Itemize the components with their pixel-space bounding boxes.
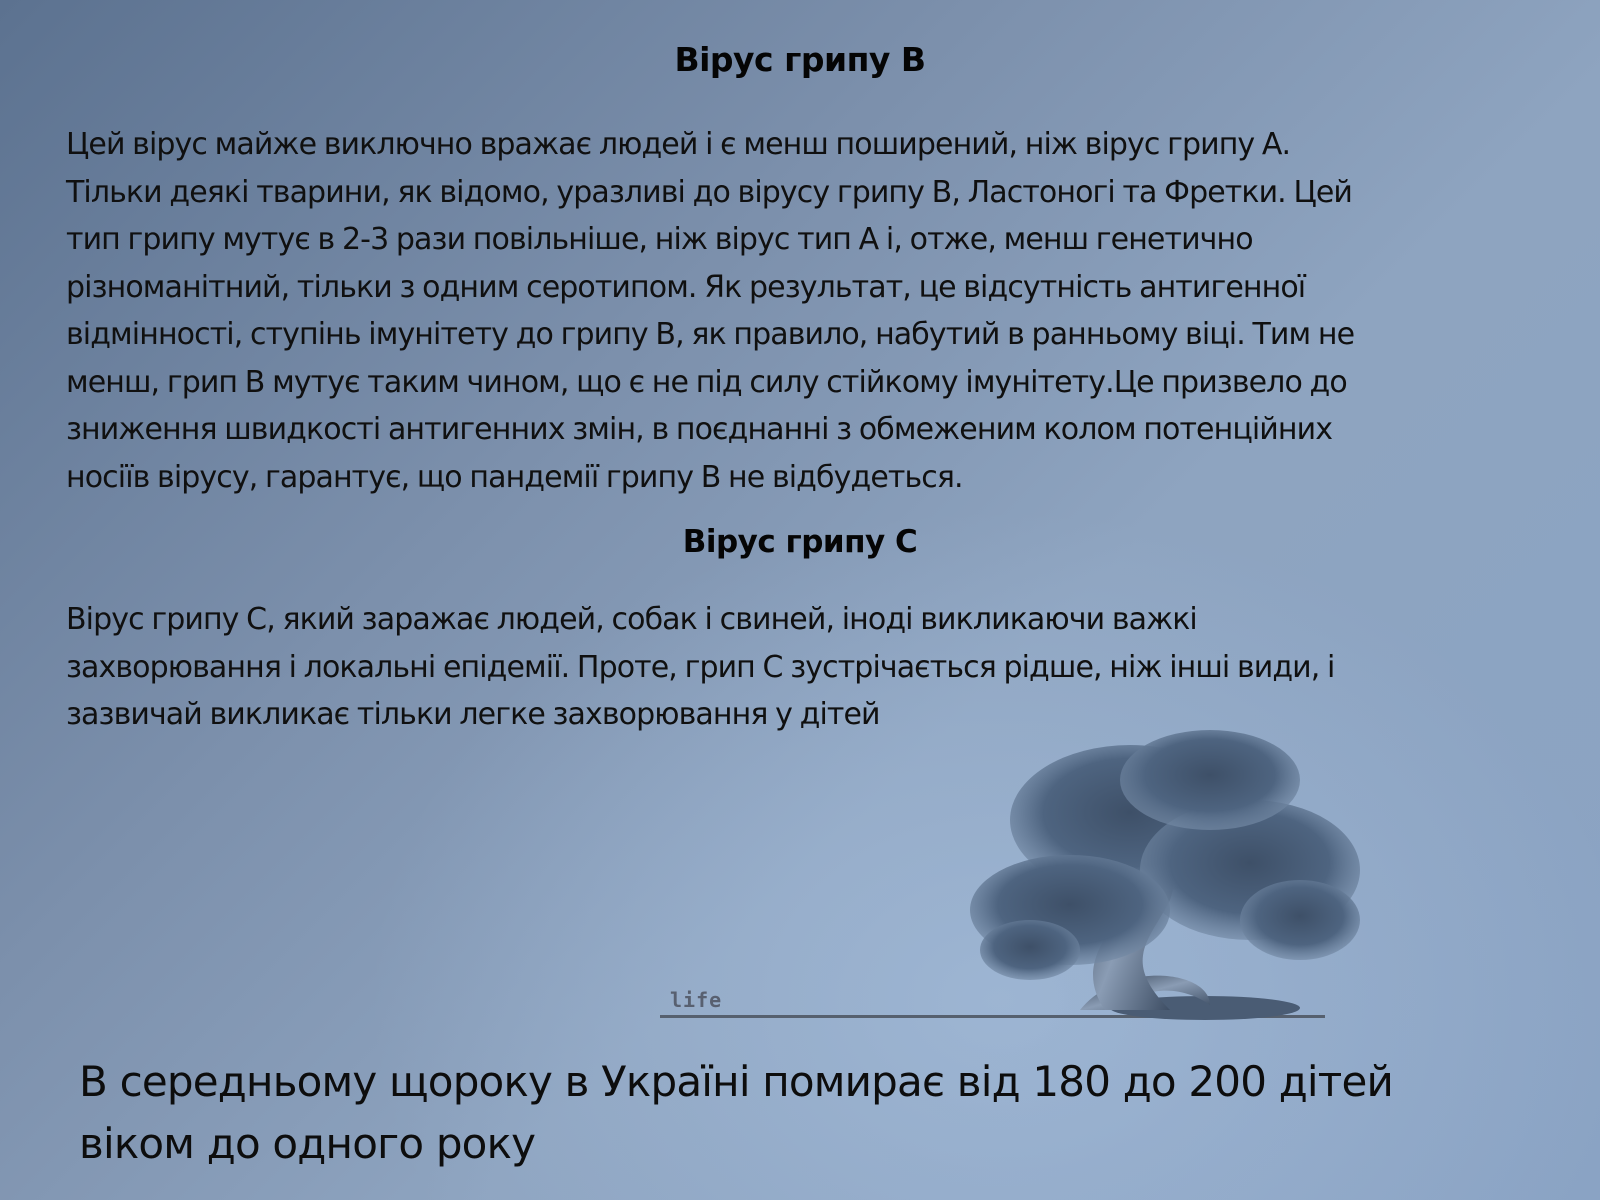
section-c-paragraph xyxy=(66,596,1335,739)
paragraph-line: відмінності, ступінь імунітету до грипу В, як правило, набутий в ранньому віці. Тим не xyxy=(66,317,1355,352)
paragraph-line: захворювання і локальні епідемії. Проте, грип С зустрічається рідше, ніж інші види, і xyxy=(66,649,1335,685)
paragraph-line: тип грипу мутує в 2-3 рази повільніше, ніж вірус тип А і, отже, менш генетично xyxy=(66,222,1253,257)
footer-line: віком до одного року xyxy=(79,1119,536,1168)
bonsai-illustration xyxy=(650,720,1360,1020)
paragraph-line: Цей вірус майже виключно вражає людей і є менш поширений, ніж вірус грипу А. xyxy=(66,127,1291,162)
section-c-title: Вірус грипу С xyxy=(682,524,918,560)
footer-line: В середньому щороку в Україні помирає від 180 до 200 дітей xyxy=(79,1057,1394,1106)
paragraph-line: зазвичай викликає тільки легке захворювання у дітей xyxy=(66,697,880,732)
foliage-cluster xyxy=(1120,730,1300,830)
paragraph-line: зниження швидкості антигенних змін, в поєднанні з обмеженим колом потенційних xyxy=(66,412,1333,447)
paragraph-line: Вірус грипу С, який заражає людей, собак і свиней, іноді викликаючи важкі xyxy=(66,602,1197,637)
paragraph-line: різноманітний, тільки з одним серотипом. Як результат, це відсутність антигенної xyxy=(66,269,1306,305)
illustration-caption: life xyxy=(670,988,723,1012)
footer-statement xyxy=(79,1051,1393,1175)
paragraph-line: носіїв вірусу, гарантує, що пандемії грипу В не відбудеться. xyxy=(66,459,963,495)
section-b-paragraph xyxy=(66,121,1354,501)
paragraph-line: менш, грип В мутує таким чином, що є не під силу стійкому імунітету.Це призвело до xyxy=(66,364,1347,400)
section-b-title: Вірус грипу В xyxy=(674,40,926,79)
foliage-cluster xyxy=(1240,880,1360,960)
paragraph-line: Тільки деякі тварини, як відомо, уразливі до вірусу грипу В, Ластоногі та Фретки. Цей xyxy=(66,174,1352,210)
foliage-cluster xyxy=(980,920,1080,980)
bonsai-tree-icon xyxy=(650,720,1360,1020)
